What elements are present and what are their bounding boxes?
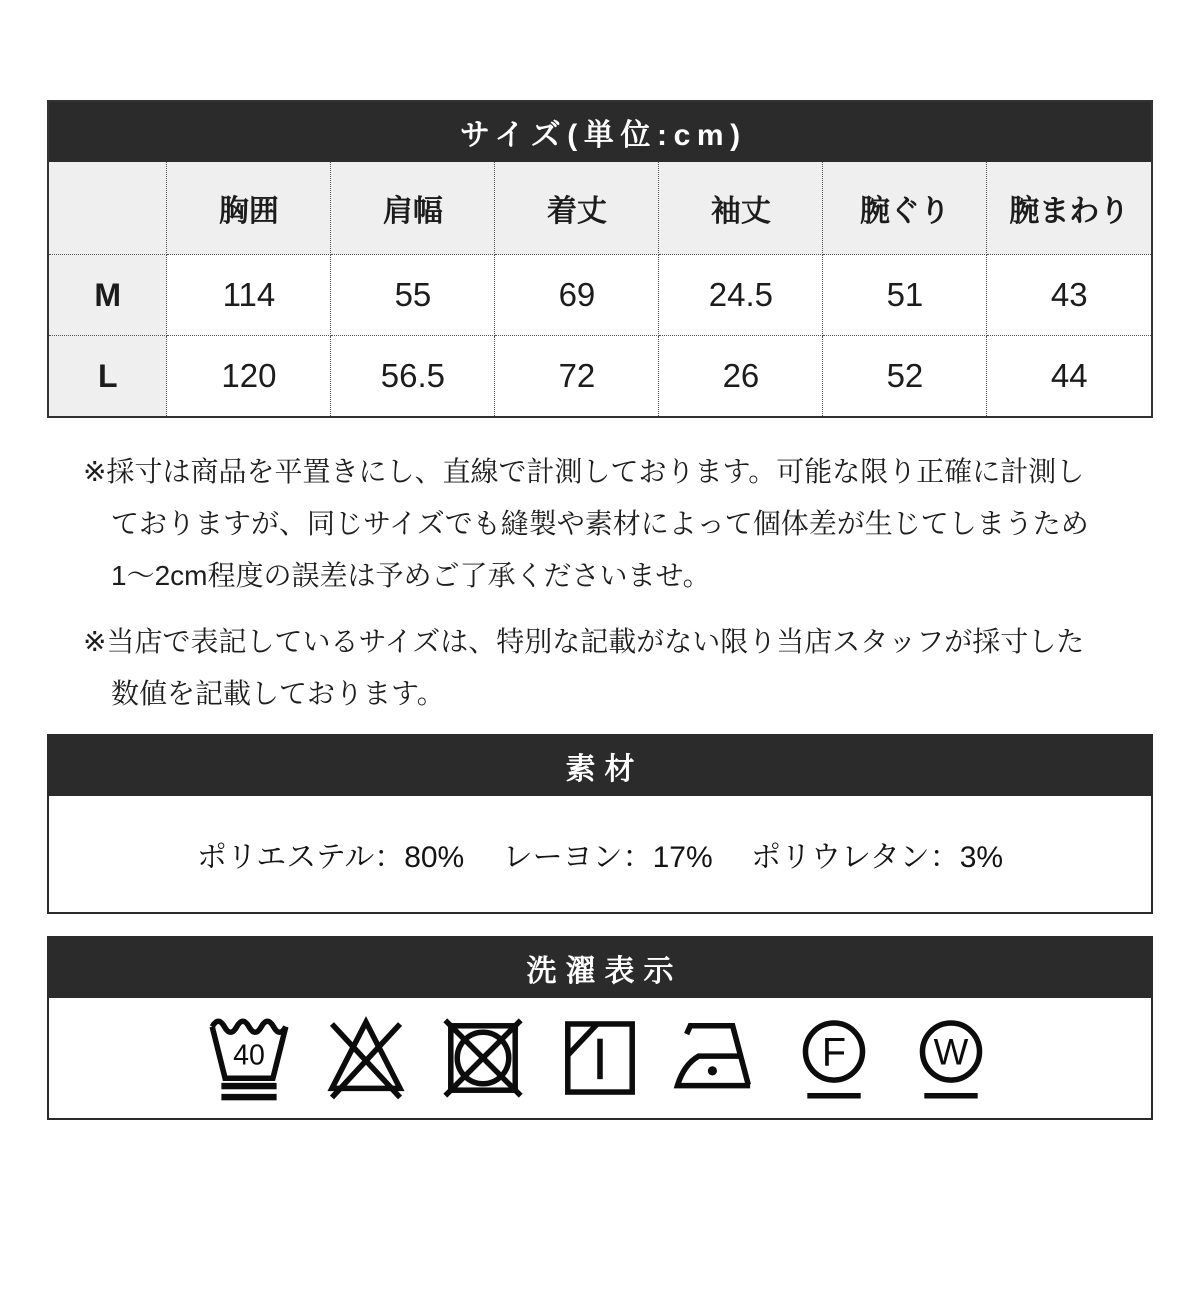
table-cell: 26	[659, 336, 823, 417]
size-table-header-row	[49, 162, 1151, 255]
table-cell: 24.5	[659, 255, 823, 336]
table-cell: 55	[331, 255, 495, 336]
column-header: 着丈	[495, 162, 659, 255]
size-section-title: サイズ(単位:cm)	[49, 102, 1151, 162]
do-not-tumble-dry-icon	[437, 1012, 529, 1104]
table-cell: 69	[495, 255, 659, 336]
table-cell: 51	[823, 255, 987, 336]
table-cell: 114	[167, 255, 331, 336]
note-line: ※採寸は商品を平置きにし、直線で計測しております。可能な限り正確に計測し	[83, 456, 1085, 487]
material-section	[47, 734, 1153, 914]
note-line: ておりますが、同じサイズでも縫製や素材によって個体差が生じてしまうため	[111, 508, 1089, 539]
column-header: 肩幅	[331, 162, 495, 255]
note-line: 1〜2cm程度の誤差は予めご了承くださいませ。	[111, 560, 711, 591]
note-staff-measured	[83, 616, 1153, 720]
wet-clean-gentle-icon	[905, 1012, 997, 1104]
table-row	[49, 336, 1151, 417]
column-header: 袖丈	[659, 162, 823, 255]
wash-40-very-gentle-icon	[203, 1012, 295, 1104]
size-chart-page	[47, 100, 1153, 1120]
column-header: 腕ぐり	[823, 162, 987, 255]
size-table	[49, 162, 1151, 416]
table-cell: 52	[823, 336, 987, 417]
material-composition: ポリエステル：80% レーヨン：17% ポリウレタン：3%	[196, 841, 1004, 874]
size-section	[47, 100, 1153, 418]
table-row	[49, 255, 1151, 336]
care-symbols-row	[49, 998, 1151, 1118]
dry-clean-letter: F	[821, 1030, 847, 1075]
table-cell: 44	[987, 336, 1151, 417]
column-header: 胸囲	[167, 162, 331, 255]
table-cell: 72	[495, 336, 659, 417]
measurement-notes	[83, 446, 1153, 720]
dry-clean-petroleum-gentle-icon	[788, 1012, 880, 1104]
hang-dry-in-shade-icon	[554, 1012, 646, 1104]
table-cell: 120	[167, 336, 331, 417]
wash-section-title: 洗濯表示	[49, 938, 1151, 998]
note-measurement-accuracy	[83, 446, 1153, 602]
iron-low-temperature-icon	[671, 1012, 763, 1104]
note-line: ※当店で表記しているサイズは、特別な記載がない限り当店スタッフが採寸した	[83, 626, 1085, 657]
wet-clean-letter: W	[933, 1031, 969, 1073]
size-row-label: L	[49, 336, 167, 417]
table-cell: 56.5	[331, 336, 495, 417]
table-cell: 43	[987, 255, 1151, 336]
wash-section	[47, 936, 1153, 1120]
wash-temperature-label: 40	[233, 1039, 265, 1072]
note-line: 数値を記載しております。	[111, 678, 445, 709]
corner-cell	[49, 162, 167, 255]
do-not-bleach-icon	[320, 1012, 412, 1104]
column-header: 腕まわり	[987, 162, 1151, 255]
material-section-title: 素材	[49, 736, 1151, 796]
size-row-label: M	[49, 255, 167, 336]
